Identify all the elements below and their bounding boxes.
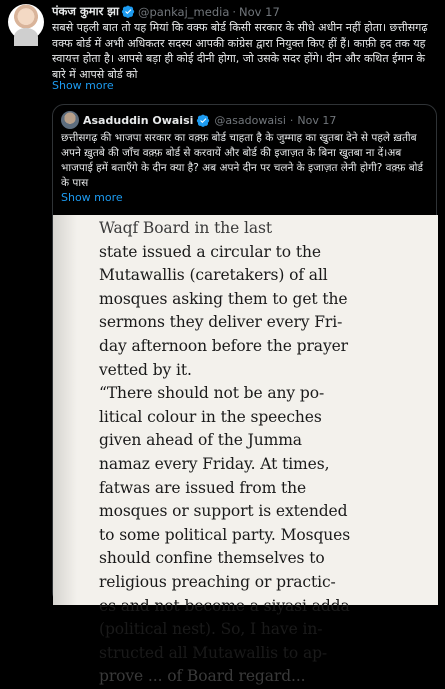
quoted-avatar[interactable] [61, 111, 79, 129]
clipping-line: given ahead of the Jumma [99, 431, 302, 450]
clipping-line: structed all Mutawallis to ap- [99, 643, 328, 662]
clipping-line: namaz every Friday. At times, [99, 454, 330, 473]
clipping-line: (political nest). So, I have in- [99, 620, 323, 639]
clipping-line: fatwas are issued from the [99, 478, 307, 497]
clipping-line: litical colour in the speeches [99, 407, 322, 426]
quoted-tweet-header [61, 111, 336, 129]
verified-badge-icon [122, 5, 135, 18]
clipping-line: to some political party. Mosques [99, 525, 351, 544]
clipping-line: should confine themselves to [99, 549, 325, 568]
quoted-header-separator: · [289, 113, 294, 127]
tweet-header [52, 4, 280, 19]
clipping-line: sermons they deliver every Fri- [99, 313, 343, 332]
clipping-line: es and not become a siyasi adda [99, 596, 350, 615]
quoted-tweet-text: छत्तीसगढ़ की भाजपा सरकार का वक़्फ़ बोर्ड चाहता है के जुम्माह का खुतबा देने से पहले ख़तीब अपने ख़ुतबे की जाँच वक़्फ़ बोर्ड से करवायें और बोर्ड की इजाज़त के बिना खुतबा ना दें।अब भाजपाई हमें बताएँगे के दीन क्या है? अब अपने दीन पर चलने के इजाज़त लेनी होगी? वक़्फ़ बोर्ड के पास [61, 132, 424, 189]
avatar[interactable] [8, 4, 44, 40]
verified-badge-icon [197, 114, 210, 127]
clipping-line: mosques asking them to get the [99, 289, 348, 308]
clipping-line: mosques or support is extended [99, 502, 348, 521]
clipping-text [99, 217, 429, 689]
header-separator: · [232, 4, 237, 19]
quoted-author-name[interactable]: Asaduddin Owaisi [83, 113, 194, 127]
author-name[interactable]: पंकज कुमार झा [52, 4, 119, 18]
tweet-date[interactable]: Nov 17 [239, 4, 280, 19]
author-handle[interactable]: @pankaj_media [137, 4, 230, 19]
clipping-line: “There should not be any po- [99, 384, 325, 403]
quoted-tweet[interactable] [52, 104, 437, 686]
clipping-line: day afternoon before the prayer [99, 336, 348, 355]
clipping-shadow [53, 215, 77, 605]
clipping-line: Waqf Board in the last [99, 219, 272, 237]
quoted-tweet-date[interactable]: Nov 17 [297, 113, 337, 127]
quoted-author-handle[interactable]: @asadowaisi [214, 113, 286, 127]
quoted-show-more-link[interactable]: Show more [61, 191, 123, 204]
show-more-link[interactable]: Show more [52, 79, 114, 92]
tweet-text: सबसे पहली बात तो यह मियां कि वक्फ बोर्ड किसी सरकार के सीधे अधीन नहीं होता। छत्तीसगढ़ वक्फ बोर्ड में अभी अधिकतर सदस्य आपकी कांग्रेस द्वारा नियुक्त किए हीं हैं। काफ़ी हद तक यह स्वायत्त होता है। आपसे बड़ा ही कोई दीनी होगा, जो उसके सदर होंगे। दीन और कथित ईमान के बारे में आपसे बोर्ड को [52, 21, 428, 81]
clipping-line: Mutawallis (caretakers) of all [99, 266, 328, 285]
clipping-line: vetted by it. [99, 360, 192, 379]
clipping-line: prove ... of Board regard... [99, 667, 306, 686]
newspaper-clipping-image[interactable] [53, 215, 438, 686]
clipping-line: religious preaching or practic- [99, 572, 336, 591]
clipping-line: state issued a circular to the [99, 242, 321, 261]
